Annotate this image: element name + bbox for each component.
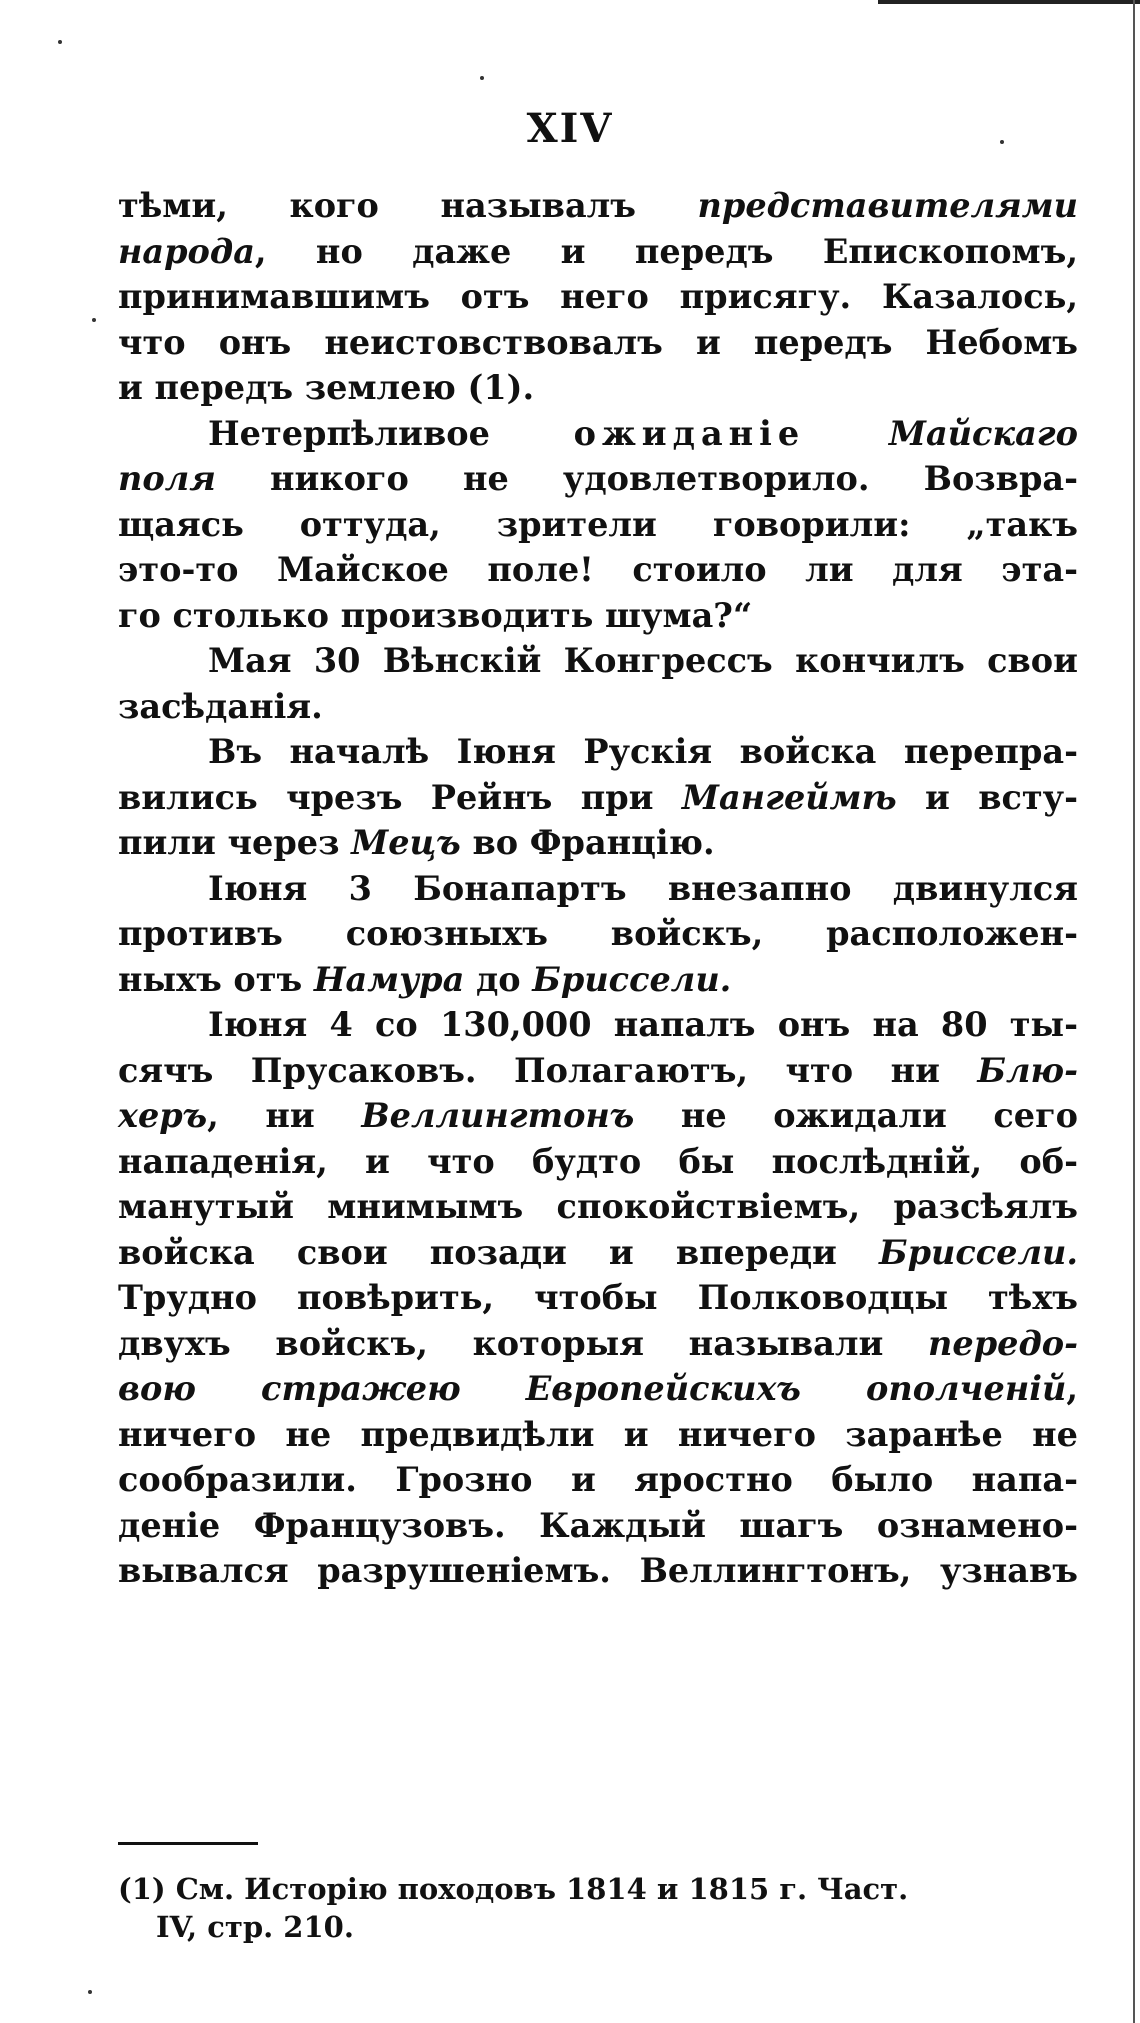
text-line — [118, 1366, 1078, 1412]
page-edge-right — [1133, 0, 1135, 2023]
text-line: что онъ неистовствовалъ и передъ Небомъ — [118, 322, 1078, 362]
italic-run: Мецъ — [351, 823, 461, 862]
text-run: сячъ Прусаковъ. Полагаютъ, что ни — [118, 1050, 978, 1090]
text-line: щаясь оттуда, зрители говорили: „такъ — [118, 504, 1078, 544]
text-line: Въ началѣ Іюня Рускія войска перепра- — [208, 732, 1078, 771]
page-edge-top — [878, 0, 1140, 4]
footnote — [118, 1870, 1078, 1946]
text-line: Мая 30 Вѣнскій Конгрессъ кончилъ свои — [208, 641, 1078, 680]
text-run: , — [1066, 1369, 1078, 1408]
italic-run: передо- — [928, 1323, 1078, 1363]
text-run: пили через — [118, 823, 352, 862]
text-run: войска свои позади и впереди — [118, 1232, 879, 1272]
italic-run: Веллингтонъ — [361, 1096, 635, 1135]
text-line — [118, 1093, 1078, 1139]
italic-run: вою стражею Европейскихъ ополченій — [118, 1369, 1067, 1408]
italic-run: Бриссели. — [532, 959, 732, 999]
print-speck — [480, 76, 484, 80]
italic-run: поля — [118, 459, 216, 498]
text-line: ничего не предвидѣли и ничего заранѣе не — [118, 1414, 1078, 1454]
text-run: ныхъ отъ — [118, 959, 314, 999]
text-run: никого не удовлетворило. Возвра- — [215, 459, 1078, 498]
text-line — [118, 456, 1078, 502]
italic-run: Бриссели. — [878, 1232, 1078, 1272]
text-line — [118, 1048, 1078, 1094]
print-speck — [1000, 140, 1004, 144]
text-run — [805, 414, 889, 453]
text-run: вились чрезъ Рейнъ при — [118, 777, 682, 817]
text-line — [118, 1230, 1078, 1276]
text-line — [118, 957, 1078, 1003]
text-line: нападенія, и что будто бы послѣдній, об- — [118, 1141, 1078, 1181]
text-line: Іюня 3 Бонапартъ внезапно двинулся — [208, 868, 1078, 908]
text-run: тѣми, кого называлъ — [118, 186, 698, 225]
page-number: XIV — [526, 105, 614, 152]
footnote-line: IV, стр. 210. — [156, 1910, 354, 1944]
print-speck — [88, 1990, 92, 1994]
footnote-rule — [118, 1842, 258, 1845]
text-line — [118, 229, 1078, 275]
spaced-run: ожиданіе — [573, 413, 806, 453]
text-line: го столько производить шума?“ — [118, 595, 753, 635]
text-line: вывался разрушеніемъ. Веллингтонъ, узнавъ — [118, 1551, 1078, 1590]
italic-run: Майскаго — [888, 413, 1078, 453]
footnote-line: (1) См. Исторію походовъ 1814 и 1815 г. Част. — [118, 1872, 909, 1906]
text-run: двухъ войскъ, которыя называли — [118, 1323, 929, 1363]
text-line — [118, 820, 1078, 866]
text-line: манутый мнимымъ спокойствіемъ, разсѣялъ — [118, 1187, 1078, 1226]
italic-run: Мангеймѣ — [681, 777, 897, 817]
text-run: не ожидали сего — [634, 1096, 1078, 1135]
text-run: Нетерпѣливое — [208, 413, 574, 453]
text-line — [118, 775, 1078, 821]
italic-run: херъ — [118, 1096, 208, 1135]
italic-run: Блю- — [977, 1050, 1078, 1090]
text-line — [118, 183, 1078, 229]
text-run: до — [464, 959, 533, 999]
text-line: Трудно повѣрить, чтобы Полководцы тѣхъ — [118, 1278, 1078, 1317]
text-line: противъ союзныхъ войскъ, расположен- — [118, 914, 1078, 953]
text-line: это-то Майское поле! стоило ли для эта- — [118, 550, 1078, 589]
italic-run: Намура — [313, 959, 465, 999]
text-line: и передъ землею (1). — [118, 368, 535, 407]
main-text — [118, 183, 1078, 1594]
text-line: принимавшимъ отъ него присягу. Казалось, — [118, 277, 1078, 316]
text-run: во Францію. — [460, 823, 715, 862]
text-line: Іюня 4 со 130,000 напалъ онъ на 80 ты- — [208, 1005, 1078, 1044]
text-line: деніе Французовъ. Каждый шагъ ознамено- — [118, 1505, 1078, 1545]
text-line: засѣданія. — [118, 686, 323, 726]
text-line: сообразили. Грозно и яростно было напа- — [118, 1460, 1078, 1499]
text-run: , ни — [207, 1096, 362, 1135]
text-line — [118, 1321, 1078, 1367]
text-run: , но даже и передъ Епископомъ, — [254, 231, 1078, 271]
text-run: и всту- — [896, 777, 1078, 817]
italic-run: представителями — [697, 186, 1078, 225]
italic-run: народа — [118, 231, 255, 271]
text-line — [118, 411, 1078, 457]
print-speck — [92, 318, 96, 322]
print-speck — [58, 40, 62, 44]
